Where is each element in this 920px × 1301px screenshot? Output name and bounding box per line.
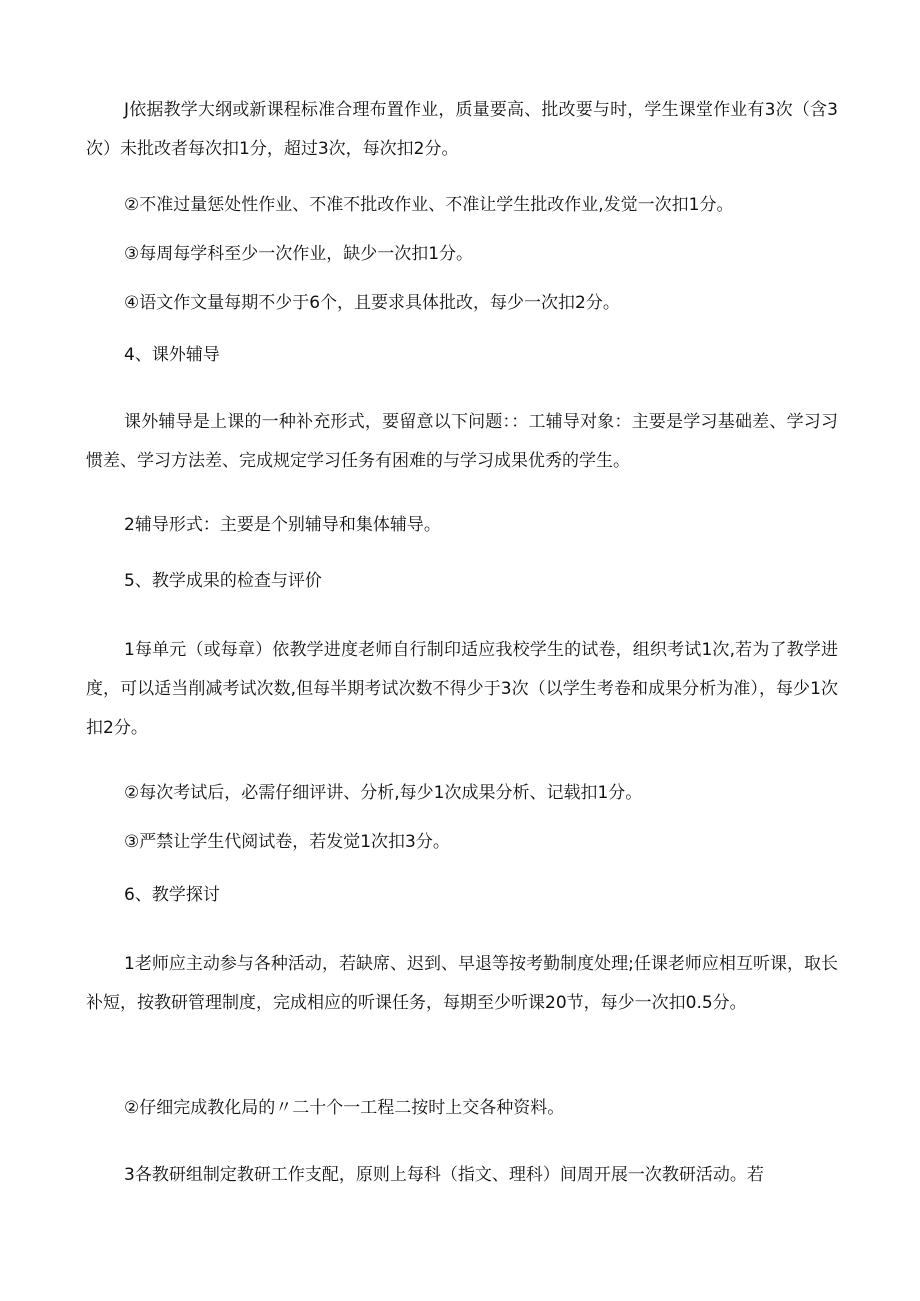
paragraph-research-1: 1老师应主动参与各种活动，若缺席、迟到、早退等按考勤制度处理;任课老师应相互听课，取长补短，按教研管理制度，完成相应的听课任务，每期至少听课20节，每少一次扣0.5分。 bbox=[86, 954, 838, 1013]
paragraph-research-2: ②仔细完成教化局的〃二十个一工程二按时上交各种资料。 bbox=[124, 1098, 565, 1118]
paragraph-homework-rule-2: ②不准过量惩处性作业、不准不批改作业、不准让学生批改作业,发觉一次扣1分。 bbox=[124, 195, 734, 215]
paragraph-homework-rule-1: J依据教学大纲或新课程标准合理布置作业，质量要高、批改要与时，学生课堂作业有3次（含3次）未批改者每次扣1分，超过3次，每次扣2分。 bbox=[86, 100, 838, 159]
section-heading-tutoring: 4、课外辅导 bbox=[124, 345, 220, 365]
paragraph-homework-rule-3: ③每周每学科至少一次作业，缺少一次扣1分。 bbox=[124, 244, 474, 264]
paragraph-evaluation-1: 1每单元（或每章）依教学进度老师自行制印适应我校学生的试卷，组织考试1次,若为了教学进度，可以适当削减考试次数,但每半期考试次数不得少于3次（以学生考卷和成果分析为准），每少1次扣2分。 bbox=[86, 640, 838, 738]
section-heading-evaluation: 5、教学成果的检查与评价 bbox=[124, 571, 322, 591]
paragraph-evaluation-3: ③严禁让学生代阅试卷，若发觉1次扣3分。 bbox=[124, 832, 450, 852]
paragraph-tutoring-2: 2辅导形式：主要是个别辅导和集体辅导。 bbox=[124, 515, 441, 535]
paragraph-tutoring-1: 课外辅导是上课的一种补充形式，要留意以下问题：：工辅导对象：主要是学习基础差、学习习惯差、学习方法差、完成规定学习任务有困难的与学习成果优秀的学生。 bbox=[86, 412, 838, 471]
paragraph-evaluation-2: ②每次考试后，必需仔细评讲、分析,每少1次成果分析、记载扣1分。 bbox=[124, 783, 643, 803]
paragraph-research-3: 3各教研组制定教研工作支配，原则上每科（指文、理科）间周开展一次教研活动。若 bbox=[124, 1165, 764, 1185]
paragraph-homework-rule-4: ④语文作文量每期不少于6个，且要求具体批改，每少一次扣2分。 bbox=[124, 293, 620, 313]
section-heading-research: 6、教学探讨 bbox=[124, 885, 220, 905]
